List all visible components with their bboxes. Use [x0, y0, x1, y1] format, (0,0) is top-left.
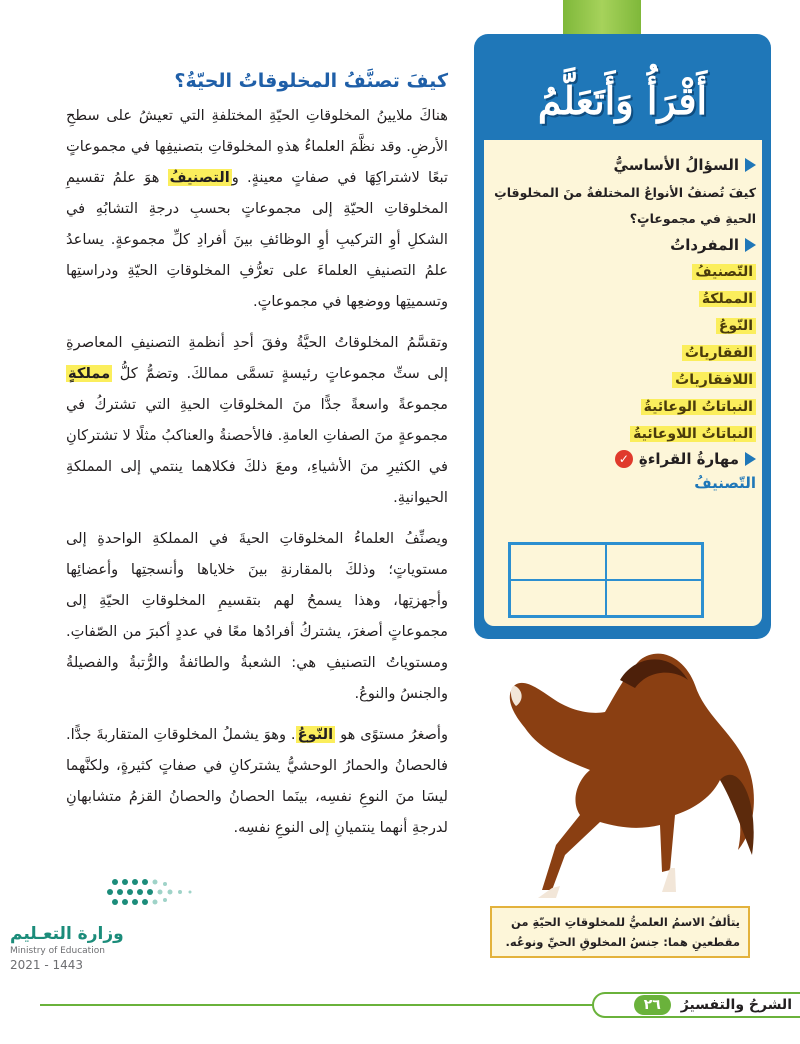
term-classification: التصنيفُ [169, 169, 230, 186]
card-body [494, 152, 756, 492]
footer-section-label: الشرحُ والتفسيرُ [680, 997, 792, 1013]
essential-question-header [494, 156, 756, 174]
logo-english-text: Ministry of Education [10, 946, 105, 956]
paragraph-1-text-b: هوَ علمُ تقسيمِ المخلوقاتِ الحيّةِ إلى مجموعاتٍ بحسبِ درجةِ التشابُهِ في الشكلِ أوِ التركيبِ أوِ الوظائفِ بينَ أفرادِ كلِّ مجموعةٍ. يساعدُ علمُ التصنيفِ العلماءَ على تعرُّفِ المخلوقاتِ الحيّةِ ودراستِها وتسميتِها ووضعِها في مجموعاتٍ. [66, 169, 448, 310]
horse-illustration [470, 640, 770, 900]
reading-skill-label: مهارةُ القراءةِ [638, 450, 739, 468]
paragraph-2-text-a: وتقسَّمُ المخلوقاتُ الحيَّةُ وفقَ أحدِ أنظمةِ التصنيفِ المعاصرةِ إلى ستِّ مجموعاتٍ رئيسةٍ تسمَّى ممالكَ. وتضمُّ كلُّ [66, 334, 448, 382]
vocab-item: النّوعُ [494, 314, 756, 338]
paragraph-2 [66, 327, 448, 513]
term-kingdom: مملكةٍ [68, 365, 111, 382]
vocab-item: المملكةُ [494, 287, 756, 311]
table-cell [510, 580, 606, 616]
vocabulary-label: المفرداتُ [670, 236, 739, 254]
table-cell [606, 580, 702, 616]
image-caption: يتألفُ الاسمُ العلميُّ للمخلوقاتِ الحيّةِ من مقطعينِ هما: جنسُ المخلوقِ الحيِّ ونوعُه. [490, 906, 750, 958]
reading-skill-header [494, 450, 756, 468]
table-cell [510, 544, 606, 580]
card-title: أَقْرَأُ وَأَتَعَلَّمُ [537, 78, 708, 123]
vocab-item: الفقارياتُ [494, 341, 756, 365]
triangle-bullet-icon [745, 452, 756, 466]
essential-question-text: كيفَ تُصنفُ الأنواعُ المختلفةُ منَ المخلوقاتِ الحيةِ في مجموعاتٍ؟ [494, 185, 756, 226]
check-icon: ✓ [615, 450, 633, 468]
vocab-item: اللافقارياتُ [494, 368, 756, 392]
term-species: النّوعُ [297, 726, 334, 743]
vocab-item: التّصنيفُ [494, 260, 756, 284]
page-number: ٢٦ [634, 995, 671, 1015]
essential-question-label: السؤالُ الأساسيُّ [613, 156, 739, 174]
logo-year: 2021 - 1443 [10, 958, 84, 972]
triangle-bullet-icon [745, 238, 756, 252]
paragraph-2-text-b: مجموعةً واسعةً جدًّا منَ المخلوقاتِ الحيةِ التي تشتركُ في مجموعةٍ منَ الصفاتِ العامةِ. فالأحصنةُ والعناكبُ مثلًا لا تشتركانِ في الكثيرِ منَ الأشياءِ، ومعَ ذلكَ فكلاهما ينتمي إلى المملكةِ الحيوانيةِ. [66, 396, 448, 506]
paragraph-4-text-b: . وهوَ يشملُ المخلوقاتِ المتقاربةَ جدًّا. فالحصانُ والحمارُ الوحشيُّ يشتركانِ في صفاتٍ كثيرةٍ، ولكنَّهما ليسَا منَ النوعِ نفسِه، بينَما الحصانُ والحصانُ القزمُ متشابهانِ لدرجةِ أنهما ينتميانِ إلى النوعِ نفسِه. [66, 726, 448, 836]
classification-table [508, 542, 704, 618]
paragraph-4 [66, 719, 448, 843]
vocab-item: النباتاتُ اللاوعائيةُ [494, 422, 756, 446]
page-footer [0, 990, 800, 1020]
reading-skill-value: التّصنيفُ [694, 474, 756, 492]
main-article [66, 70, 448, 853]
vocab-item: النباتاتُ الوعائيةُ [494, 395, 756, 419]
footer-pill [592, 992, 800, 1018]
paragraph-3: ويصنِّفُ العلماءُ المخلوقاتِ الحيةَ في المملكةِ الواحدةِ إلى مستوياتٍ؛ وذلكَ بالمقارنةِ بينَ خلاياها وأنسجتِها وأعضائِها وأجهزتِها، وهذا يسمحُ لهم بتقسيمِ المخلوقاتِ الحيّةِ إلى مجموعاتٍ أصغرَ، يشتركُ أفرادُها معًا في عددٍ أكبرَ من الصّفاتِ. ومستوياتُ التصنيفِ هي: الشعبةُ والطائفةُ والرُّتبةُ والفصيلةُ والجنسُ والنوعُ. [66, 530, 448, 702]
logo-dots-icon [100, 862, 200, 922]
paragraph-1-text-a: هناكَ ملايينُ المخلوقاتِ الحيّةِ المختلفةِ التي تعيشُ على سطحِ الأرضِ. وقد نظَّمَ العلماءُ هذهِ المخلوقاتِ بتصنيفِها في مجموعاتٍ تبعًا لاشتراكِهَا في صفاتٍ معينةٍ. و [66, 107, 448, 186]
triangle-bullet-icon [745, 158, 756, 172]
logo-arabic-text: وزارة التعـليم [10, 924, 124, 944]
ministry-logo [10, 862, 200, 972]
page-heading: كيفَ تصنَّفُ المخلوقاتُ الحيّةُ؟ [174, 70, 448, 92]
paragraph-4-text-a: وأصغرُ مستوًى هو [335, 726, 448, 743]
table-cell [606, 544, 702, 580]
paragraph-1 [66, 100, 448, 317]
vocabulary-header [494, 236, 756, 254]
